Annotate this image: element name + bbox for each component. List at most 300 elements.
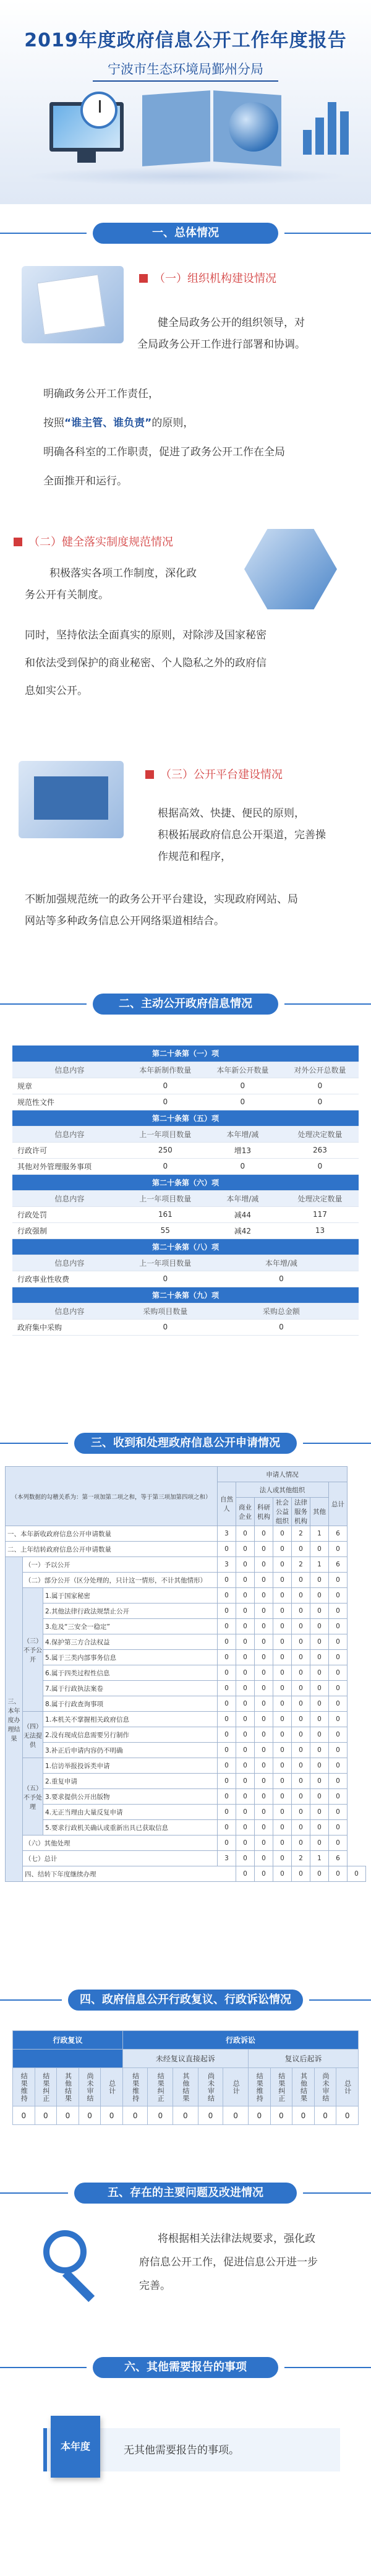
table-row: [12, 1319, 359, 1335]
cell: 0: [329, 1573, 348, 1588]
row-label: 3.要求提供公开出版物: [43, 1789, 218, 1805]
cell: 0: [292, 1650, 310, 1665]
cell: 0: [218, 1758, 236, 1774]
table-row: [6, 1665, 366, 1681]
magnifier-handle: [62, 2270, 95, 2302]
cell: 0: [236, 1573, 255, 1588]
sub2-text-b: 务公开有关制度。: [25, 589, 109, 601]
row-label: 7.属于行政执法案卷: [43, 1681, 218, 1696]
band-label: 第二十条第（六）项: [12, 1174, 359, 1190]
cell: 0: [236, 1727, 255, 1743]
cell: 0: [292, 1712, 310, 1727]
column-header: 其他: [310, 1498, 329, 1526]
sub1-text-c: 明确政务公开工作责任，: [43, 388, 159, 400]
row-label: （六）其他处理: [23, 1835, 218, 1851]
column-header: 本年新制作数量: [127, 1062, 204, 1078]
cell: 0: [255, 1712, 273, 1727]
cell: 0: [236, 1681, 255, 1696]
row-label: 2.其他法律行政法规禁止公开: [43, 1604, 218, 1619]
cell: 0: [255, 1789, 273, 1805]
cell: 0: [273, 1542, 292, 1557]
table-row: [6, 1820, 366, 1835]
cell: 117: [281, 1206, 359, 1222]
cell: 0: [218, 1619, 236, 1634]
row-label: 5.要求行政机关确认或重新出具已获取信息: [43, 1820, 218, 1835]
cell: 0: [310, 1665, 329, 1681]
cell: 0: [204, 1319, 359, 1335]
column-header: 其他结果: [173, 2068, 198, 2106]
cell: 0: [255, 1619, 273, 1634]
sub3-text-b: 积极拓展政府信息公开渠道，完善操: [158, 829, 326, 841]
review-litigation-table: [12, 2030, 359, 2125]
cell: 6: [329, 1557, 348, 1573]
cell: 0: [310, 1835, 329, 1851]
column-header: 结果纠正: [148, 2068, 173, 2106]
column-header: 其他结果: [57, 2068, 79, 2106]
column-header: 本年增/减: [204, 1190, 281, 1206]
table-band: [12, 1045, 359, 1062]
row-label: 其他对外管理服务事项: [12, 1158, 127, 1174]
cell: 0: [329, 1789, 348, 1805]
document-sheet: [37, 274, 106, 335]
row-label: 行政强制: [12, 1222, 127, 1239]
cell: 0: [255, 1774, 273, 1789]
cell: 0: [273, 1820, 292, 1835]
cell: 0: [255, 1665, 273, 1681]
cell: 2: [292, 1526, 310, 1542]
sub1-text-a: 健全局政务公开的组织领导，对: [158, 317, 305, 329]
sub3-heading: [145, 766, 283, 782]
table-row: [6, 1727, 366, 1743]
cell: 0: [204, 1271, 359, 1287]
sub3-text-a: 根据高效、快捷、便民的原则，: [158, 807, 305, 820]
table-row: [6, 1542, 366, 1557]
sub1-text-b: 全局政务公开工作进行部署和协调。: [137, 338, 305, 351]
cell: 0: [310, 1604, 329, 1619]
cell: 0: [255, 1681, 273, 1696]
row-label: （二）部分公开（区分处理的，只计这一情形，不计其他情形）: [23, 1573, 218, 1588]
row-label: 规范性文件: [12, 1094, 127, 1110]
section6-text: 无其他需要报告的事项。: [124, 2444, 239, 2457]
cell: 0: [255, 1604, 273, 1619]
cell: 0: [255, 1743, 273, 1758]
table-header-row: [12, 1190, 359, 1206]
cell: 0: [310, 1866, 329, 1882]
row-label: 4.无正当理由大量反复申请: [43, 1805, 218, 1820]
table-row: [12, 1222, 359, 1239]
column-header: 总计: [336, 2068, 359, 2106]
table-band: [12, 1239, 359, 1255]
column-header: 信息内容: [12, 1255, 127, 1271]
column-header: 其他结果: [292, 2068, 315, 2106]
column-header: 法律服务机构: [292, 1498, 310, 1526]
cell: 0: [236, 1851, 255, 1866]
cell: 0: [273, 1774, 292, 1789]
cell: 0: [173, 2106, 198, 2125]
sub2-heading: [14, 533, 173, 549]
cell: 3: [218, 1557, 236, 1573]
cell: 0: [292, 1789, 310, 1805]
cell: 0: [255, 1634, 273, 1650]
table-row: [13, 2106, 359, 2125]
cell: 0: [248, 2106, 270, 2125]
cell: 0: [348, 1866, 366, 1882]
cell: 0: [281, 1078, 359, 1094]
cell: 0: [292, 1604, 310, 1619]
band-label: 第二十条第（九）项: [12, 1287, 359, 1303]
cell: 0: [292, 1573, 310, 1588]
report-hex-illustration: [244, 529, 337, 609]
cell: 0: [292, 1774, 310, 1789]
cell: 0: [292, 1619, 310, 1634]
cell: 0: [329, 1820, 348, 1835]
table-row: [6, 1712, 366, 1727]
cannot-provide-group: （四）无法提供: [23, 1712, 43, 1758]
table-row: [6, 1866, 366, 1882]
table-band: [12, 1287, 359, 1303]
cell: 0: [273, 1835, 292, 1851]
table-row: [6, 1604, 366, 1619]
cell: 0: [218, 1604, 236, 1619]
table-row: [6, 1851, 366, 1866]
cell: 250: [127, 1142, 204, 1158]
cell: 0: [329, 1542, 348, 1557]
row-label: （一）予以公开: [23, 1557, 218, 1573]
red-square-icon: [145, 770, 154, 779]
sub2-text-e: 息如实公开。: [25, 685, 88, 697]
cell: 0: [292, 1542, 310, 1557]
cell: 0: [127, 1271, 204, 1287]
column-header: 尚未审结: [79, 2068, 101, 2106]
cell: 0: [273, 1681, 292, 1696]
cell: 0: [79, 2106, 101, 2125]
table-row: [12, 1158, 359, 1174]
hero-floor: [25, 167, 346, 186]
cell: 0: [255, 1866, 273, 1882]
column-header: 结果维持: [122, 2068, 148, 2106]
magnifier-icon: [43, 2230, 87, 2273]
laptop-illustration: [19, 761, 124, 838]
section4-title: 四、政府信息公开行政复议、行政诉讼情况: [68, 1990, 303, 2011]
cell: 0: [310, 1774, 329, 1789]
cell: 0: [292, 1696, 310, 1712]
cell: 0: [218, 1681, 236, 1696]
cell: 0: [273, 1696, 292, 1712]
report-header: [0, 0, 371, 204]
cell: 0: [148, 2106, 173, 2125]
cell: 0: [292, 1743, 310, 1758]
cell: 0: [329, 1866, 348, 1882]
cell: 0: [204, 1094, 281, 1110]
cell: 增13: [204, 1142, 281, 1158]
cell: 0: [236, 1805, 255, 1820]
cell: 0: [310, 1712, 329, 1727]
row-label: 一、本年新收政府信息公开申请数量: [6, 1526, 218, 1542]
cell: 0: [218, 1743, 236, 1758]
cell: 0: [273, 1557, 292, 1573]
column-header: 对外公开总数量: [281, 1062, 359, 1078]
cell: 0: [273, 1851, 292, 1866]
cell: 0: [236, 1835, 255, 1851]
cell: 0: [273, 1650, 292, 1665]
sub1-text-d2: “谁主管、谁负责”: [64, 417, 152, 429]
applicant-header: 申请人情况: [218, 1467, 348, 1482]
title-underline: [93, 80, 278, 82]
row-label: 2.重复申请: [43, 1774, 218, 1789]
table-row: [6, 1789, 366, 1805]
cell: 0: [292, 1634, 310, 1650]
column-header: 总计: [101, 2068, 123, 2106]
red-square-icon: [14, 538, 22, 546]
column-header: 社会公益组织: [273, 1498, 292, 1526]
cell: 0: [329, 1774, 348, 1789]
cell: 0: [329, 1665, 348, 1681]
table-row: [6, 1619, 366, 1634]
sub3-text-c: 作规范和程序，: [158, 851, 231, 863]
cell: 0: [35, 2106, 57, 2125]
cell: 0: [255, 1696, 273, 1712]
cell: 0: [292, 1866, 310, 1882]
cell: 0: [255, 1526, 273, 1542]
report-title: 2019年度政府信息公开工作年度报告: [24, 30, 347, 51]
band-label: 第二十条第（八）项: [12, 1239, 359, 1255]
sub1-heading: [139, 270, 276, 286]
natural-person-header: 自然人: [218, 1482, 236, 1526]
application-table-body: [6, 1526, 366, 1882]
report-subtitle: 宁波市生态环境局鄞州分局: [108, 62, 263, 77]
cell: 0: [218, 1835, 236, 1851]
cell: 0: [236, 1557, 255, 1573]
column-header: 总计: [223, 2068, 249, 2106]
cell: 3: [218, 1526, 236, 1542]
row-label: 3.补正后申请内容仍不明确: [43, 1743, 218, 1758]
row-label: 二、上年结转政府信息公开申请数量: [6, 1542, 218, 1557]
cell: 0: [270, 2106, 292, 2125]
cell: 0: [310, 1758, 329, 1774]
cell: 0: [255, 1805, 273, 1820]
cell: 2: [292, 1557, 310, 1573]
cell: 0: [281, 1094, 359, 1110]
section1-title: 一、总体情况: [93, 223, 278, 244]
cell: 0: [236, 1619, 255, 1634]
column-header: 尚未审结: [198, 2068, 223, 2106]
column-header: 结果维持: [13, 2068, 35, 2106]
row-label: 6.属于四类过程性信息: [43, 1665, 218, 1681]
cell: 0: [292, 1727, 310, 1743]
table-header-row: [13, 2050, 359, 2068]
cell: 0: [329, 1650, 348, 1665]
globe-icon: [229, 102, 278, 152]
table-header-row: [12, 1062, 359, 1078]
cell: 0: [329, 1805, 348, 1820]
sub2-heading-text: （二）健全落实制度规范情况: [28, 536, 173, 549]
cell: 0: [273, 1604, 292, 1619]
cell: 0: [292, 1665, 310, 1681]
cell: 0: [310, 1727, 329, 1743]
cell: 0: [273, 1805, 292, 1820]
sub3-heading-text: （三）公开平台建设情况: [160, 768, 283, 781]
cell: 0: [310, 1542, 329, 1557]
cell: 0: [329, 1619, 348, 1634]
table-band: [12, 1110, 359, 1126]
table-row: [6, 1573, 366, 1588]
photo-panel-left: [142, 90, 210, 166]
cell: 13: [281, 1222, 359, 1239]
cell: 0: [218, 1634, 236, 1650]
cell: 6: [329, 1526, 348, 1542]
section5-text-c: 完善。: [139, 2280, 171, 2292]
cell: 0: [236, 1650, 255, 1665]
red-square-icon: [139, 274, 148, 283]
corner-note: （本列数据的勾稽关系为：第一项加第二项之和，等于第三项加第四项之和）: [6, 1467, 218, 1526]
cell: 0: [329, 1743, 348, 1758]
laptop-screen: [34, 776, 108, 820]
cell: 0: [236, 1789, 255, 1805]
table-row: [12, 1142, 359, 1158]
cell: 0: [236, 1712, 255, 1727]
cell: 0: [310, 1619, 329, 1634]
document-illustration: [22, 266, 124, 343]
cell: 0: [236, 1526, 255, 1542]
cell: 55: [127, 1222, 204, 1239]
cell: 0: [273, 1712, 292, 1727]
cell: 1: [310, 1557, 329, 1573]
column-header: 上一年项目数量: [127, 1255, 204, 1271]
row-label: 四、结转下年度继续办理: [23, 1866, 236, 1882]
review-spacer: [13, 2050, 123, 2068]
table-header-row: [12, 1255, 359, 1271]
cell: 0: [255, 1758, 273, 1774]
row-label: 5.属于三类内部事务信息: [43, 1650, 218, 1665]
row-label: 1.属于国家秘密: [43, 1588, 218, 1604]
cell: 0: [198, 2106, 223, 2125]
cell: 0: [292, 1805, 310, 1820]
cell: 0: [310, 1634, 329, 1650]
cell: 0: [314, 2106, 336, 2125]
cell: 0: [292, 1588, 310, 1604]
table-row: [12, 1206, 359, 1222]
column-header: 本年新公开数量: [204, 1062, 281, 1078]
cell: 0: [255, 1542, 273, 1557]
cell: 0: [292, 1758, 310, 1774]
row-label: 规章: [12, 1078, 127, 1094]
cell: 0: [236, 1604, 255, 1619]
cell: 161: [127, 1206, 204, 1222]
cell: 0: [236, 1758, 255, 1774]
cell: 0: [218, 1789, 236, 1805]
cell: 0: [292, 1681, 310, 1696]
cell: 0: [236, 1866, 255, 1882]
section6-tag: 本年度: [51, 2416, 100, 2478]
column-header: 结果维持: [248, 2068, 270, 2106]
table-row: [12, 1078, 359, 1094]
table-row: [6, 1758, 366, 1774]
sub2-text-c: 同时，坚持依法全面真实的原则，对除涉及国家秘密: [25, 629, 267, 642]
row-label: 1.本机关不掌握相关政府信息: [43, 1712, 218, 1727]
cell: 0: [273, 1634, 292, 1650]
cell: 0: [13, 2106, 35, 2125]
table-row: [6, 1743, 366, 1758]
application-table: [5, 1466, 366, 1882]
cell: 0: [310, 1650, 329, 1665]
cell: 0: [101, 2106, 123, 2125]
cell: 0: [255, 1573, 273, 1588]
cell: 0: [236, 1820, 255, 1835]
column-header: 信息内容: [12, 1126, 127, 1142]
cell: 0: [57, 2106, 79, 2125]
column-header: 采购总金额: [204, 1303, 359, 1319]
sub3-text-d: 不断加强规范统一的政务公开平台建设，实现政府网站、局: [25, 893, 298, 906]
cell: 0: [273, 1573, 292, 1588]
sub3-text-e: 网站等多种政务信息公开网络渠道相结合。: [25, 915, 224, 927]
cell: 0: [218, 1727, 236, 1743]
column-header: 信息内容: [12, 1062, 127, 1078]
column-header: 商业企业: [236, 1498, 255, 1526]
column-header: 本年增/减: [204, 1255, 359, 1271]
sub1-text-d1: 按照: [43, 417, 64, 429]
bar-chart-deco: [315, 118, 324, 155]
cell: 0: [218, 1542, 236, 1557]
cell: 1: [310, 1851, 329, 1866]
cell: 0: [218, 1774, 236, 1789]
cell: 0: [236, 1743, 255, 1758]
cell: 0: [310, 1805, 329, 1820]
clock-icon: [80, 92, 117, 129]
cell: 0: [218, 1696, 236, 1712]
direct-suit-header: 未经复议直接起诉: [122, 2050, 248, 2068]
cell: 0: [310, 1743, 329, 1758]
cell: 0: [255, 1851, 273, 1866]
cell: 0: [273, 1727, 292, 1743]
row-label: 4.保护第三方合法权益: [43, 1634, 218, 1650]
section3-title: 三、收到和处理政府信息公开申请情况: [74, 1433, 297, 1454]
cell: 6: [329, 1851, 348, 1866]
cell: 0: [223, 2106, 249, 2125]
row-label: 3.危及“三安全一稳定”: [43, 1619, 218, 1634]
cell: 0: [329, 1588, 348, 1604]
sub2-text-a: 积极落实各项工作制度，深化政: [49, 567, 197, 580]
cell: 0: [329, 1727, 348, 1743]
cell: 0: [273, 1619, 292, 1634]
section2-title: 二、主动公开政府信息情况: [93, 994, 278, 1015]
bar-chart-deco: [340, 111, 349, 155]
cell: 0: [329, 1696, 348, 1712]
column-header: 采购项目数量: [127, 1303, 204, 1319]
table-header-row: [6, 1467, 366, 1482]
cell: 0: [255, 1650, 273, 1665]
section5-title: 五、存在的主要问题及改进情况: [74, 2183, 297, 2204]
cell: 0: [310, 1681, 329, 1696]
row-label: 1.信访举报投诉类申请: [43, 1758, 218, 1774]
cell: 0: [204, 1158, 281, 1174]
cell: 0: [310, 1696, 329, 1712]
cell: 0: [127, 1094, 204, 1110]
cell: 0: [292, 2106, 315, 2125]
column-header: 科研机构: [255, 1498, 273, 1526]
cell: 0: [255, 1588, 273, 1604]
band-label: 第二十条第（一）项: [12, 1045, 359, 1062]
table-row: [6, 1634, 366, 1650]
cell: 0: [273, 1665, 292, 1681]
cell: 0: [255, 1727, 273, 1743]
table-row: [6, 1588, 366, 1604]
cell: 0: [127, 1319, 204, 1335]
bar-chart-deco: [328, 102, 336, 155]
result-group-label: 三、本年度办理结果: [6, 1557, 23, 1882]
cell: 减42: [204, 1222, 281, 1239]
table-row: [6, 1650, 366, 1665]
legal-entity-header: 法人或其他组织: [236, 1482, 329, 1498]
